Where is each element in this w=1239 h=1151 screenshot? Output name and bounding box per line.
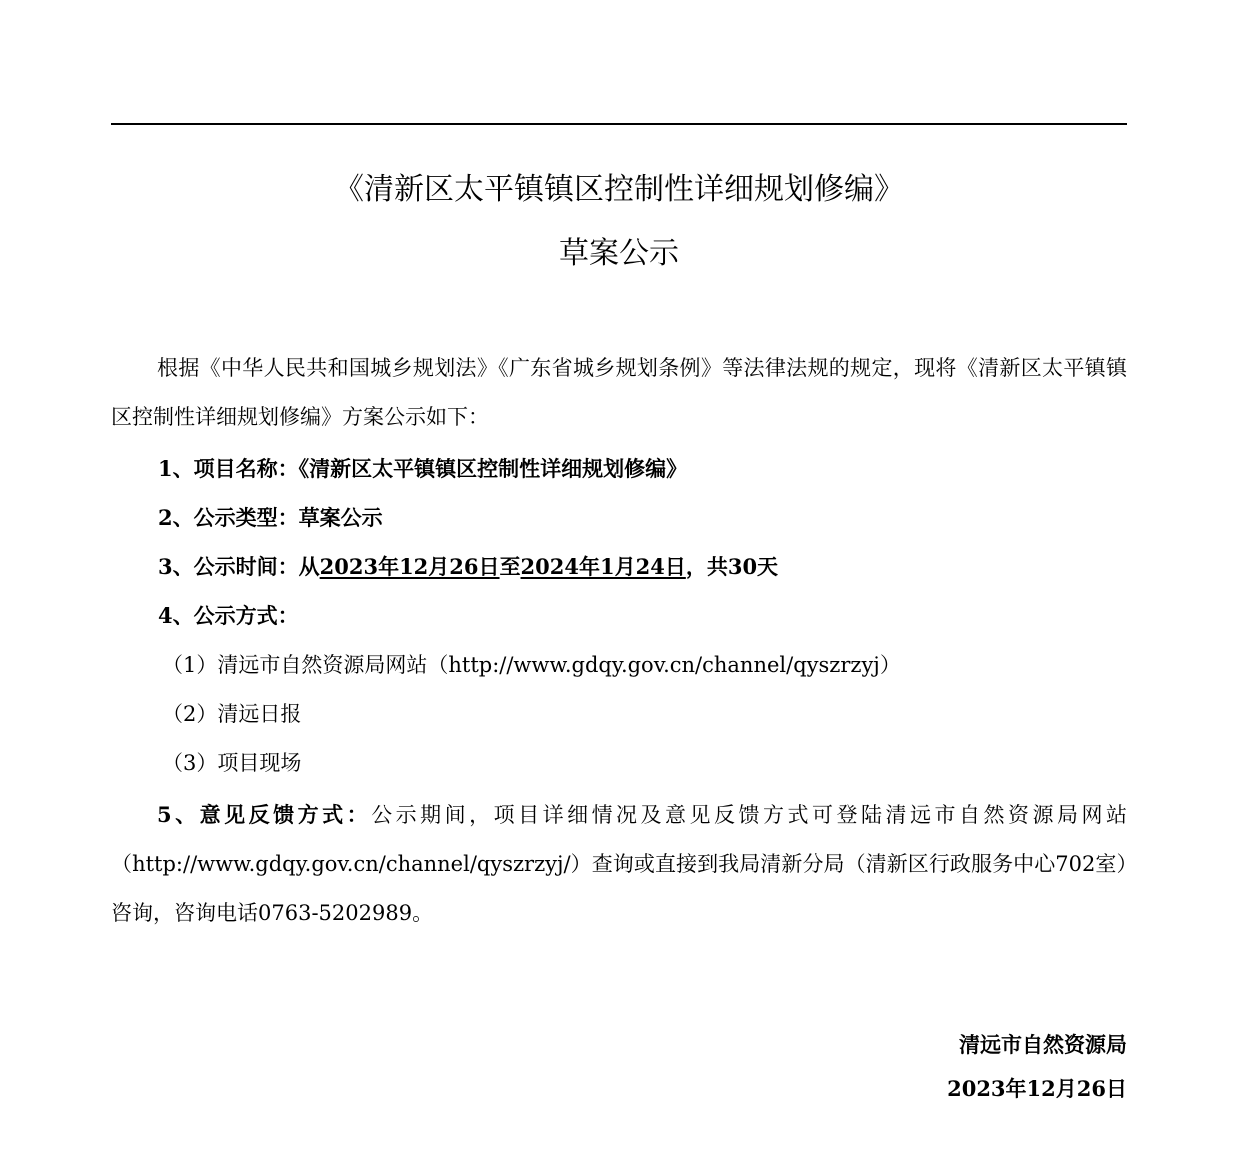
item-project-name-value: 《清新区太平镇镇区控制性详细规划修编》 (298, 456, 688, 481)
signature-date: 2023年12月26日 (947, 1076, 1127, 1101)
item-project-name (158, 453, 687, 483)
method-website: （1）清远市自然资源局网站（http://www.gdqy.gov.cn/channel/qyszrzyj） (162, 653, 901, 677)
item-publicity-time-suffix: ，共30天 (685, 554, 779, 579)
item-publicity-method-label: 4、公示方式： (158, 603, 299, 628)
signature-organization: 清远市自然资源局 (959, 1032, 1127, 1057)
item-publicity-type-value: 草案公示 (298, 505, 383, 530)
publicity-end-date: 2024年1月24日 (520, 554, 686, 579)
item-publicity-time-middle: 至 (499, 554, 521, 579)
document-subtitle: 草案公示 (559, 236, 679, 271)
feedback-paragraph (111, 790, 1127, 938)
top-divider (111, 123, 1127, 125)
document-title: 《清新区太平镇镇区控制性详细规划修编》 (334, 172, 904, 207)
method-site: （3）项目现场 (162, 751, 302, 775)
method-newspaper: （2）清远日报 (162, 702, 302, 726)
item-project-name-label: 1、项目名称： (158, 456, 299, 481)
feedback-text: 公示期间，项目详细情况及意见反馈方式可登陆清远市自然资源局网站（http://www.gdqy.gov.cn/channel/qyszrzyj/）查询或直接到我局清新分局（清新区行政服务中心702室）咨询，咨询电话0763-5202989。 (111, 803, 1127, 925)
feedback-label: 5、意见反馈方式： (157, 802, 372, 827)
item-publicity-time (158, 551, 778, 581)
intro-paragraph: 根据《中华人民共和国城乡规划法》《广东省城乡规划条例》等法律法规的规定，现将《清新区太平镇镇区控制性详细规划修编》方案公示如下： (111, 356, 1127, 429)
item-publicity-type (158, 502, 383, 532)
item-publicity-time-prefix: 从 (298, 554, 320, 579)
item-publicity-time-label: 3、公示时间： (158, 554, 299, 579)
item-publicity-type-label: 2、公示类型： (158, 505, 299, 530)
publicity-start-date: 2023年12月26日 (319, 554, 500, 579)
item-publicity-method (158, 600, 299, 630)
